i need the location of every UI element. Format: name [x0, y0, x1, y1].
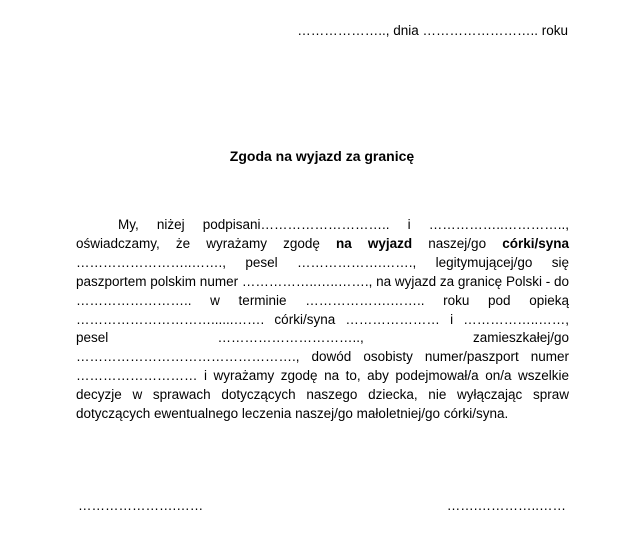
body-bold-child: córki/syna [502, 235, 569, 251]
signature-line-right: …….…………..…… [446, 498, 566, 513]
signature-line-left: ………………….…… [78, 498, 204, 513]
body-segment-3: ……………………..……., pesel ……………….……., legitymującej/go się paszportem polskim numer ……………..…..……., na wyjazd za granicę Polski - do …………………….. w terminie ……………….…….. roku pod opieką …………………………......……. córki/syna ………………… i ……………..……, pesel ………………………….., zamieszkałej/go …………………………………………., dowód osobisty numer/paszport numer ……………………… i wyrażamy zgodę na to, aby podejmował/a on/a wszelkie decyzje w sprawach dotyczących naszego dziecka, nie wyłączając spraw dotyczących ewentualnego leczenia naszej/go małoletniej/go córki/syna. [76, 254, 569, 422]
place-date-line: ……………….., dnia …………………….. roku [297, 23, 568, 38]
consent-body [76, 216, 569, 424]
document-title: Zgoda na wyjazd za granicę [229, 148, 415, 164]
body-bold-travel: na wyjazd [336, 235, 413, 251]
body-segment-1: My, niżej podpisani……………………….. i ……………..………….., oświadczamy, że wyrażamy zgodę [76, 217, 569, 251]
body-segment-2: naszej/go [412, 235, 503, 251]
